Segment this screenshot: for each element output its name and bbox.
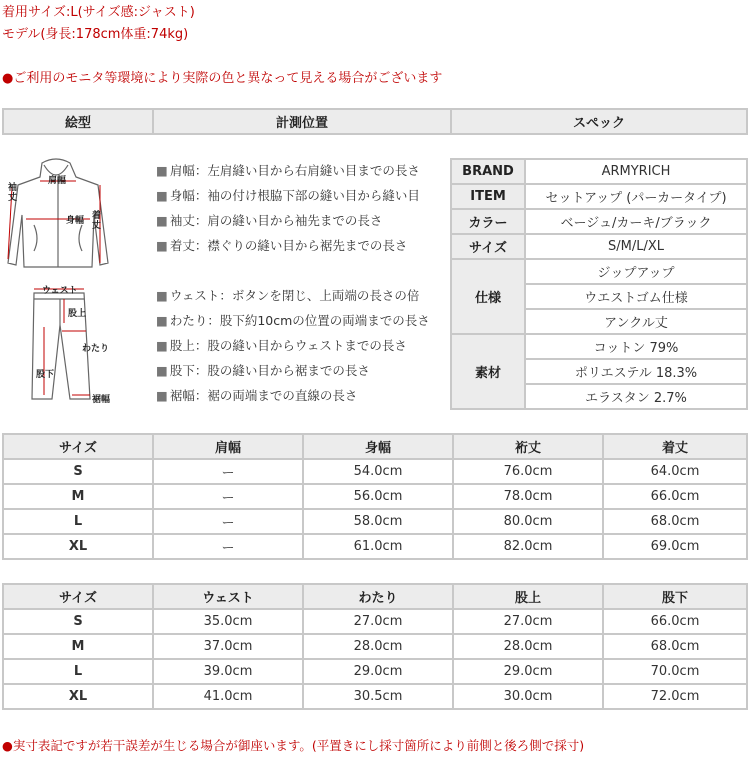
table-row — [3, 634, 747, 659]
spec-value-item: セットアップ (パーカータイプ) — [525, 184, 747, 209]
table-cell: 41.0cm — [153, 684, 303, 709]
section-header — [2, 108, 748, 135]
measurement-item: ■ ウェスト：ボタンを閉じ、上両端の長さの倍 — [156, 288, 420, 303]
diagram-label-inseam: 股下 — [36, 370, 55, 380]
table-row — [3, 684, 747, 709]
bottom-table-header: わたり — [303, 584, 453, 609]
table-cell: 58.0cm — [303, 509, 453, 534]
measurement-item: ■ 身幅：袖の付け根脇下部の縫い目から縫い目 — [156, 188, 420, 203]
table-cell: ー — [153, 534, 303, 559]
spec-label-material: 素材 — [451, 334, 525, 409]
table-cell: 66.0cm — [603, 484, 747, 509]
header-measure-position: 計測位置 — [153, 109, 451, 134]
spec-value-material: エラスタン 2.7% — [525, 384, 747, 409]
table-cell: 78.0cm — [453, 484, 603, 509]
table-row — [3, 459, 747, 484]
model-info-text: モデル(身長:178cm体重:74kg) — [2, 27, 189, 42]
table-cell: 68.0cm — [603, 509, 747, 534]
spec-table — [450, 158, 748, 410]
size-cell: XL — [3, 534, 153, 559]
garment-illustration — [4, 155, 122, 405]
table-cell: 35.0cm — [153, 609, 303, 634]
spec-value-material: ポリエステル 18.3% — [525, 359, 747, 384]
spec-value-feature: ジップアップ — [525, 259, 747, 284]
table-cell: 28.0cm — [303, 634, 453, 659]
diagram-label-length: 着丈 — [92, 211, 102, 231]
spec-label-color: カラー — [451, 209, 525, 234]
table-cell: 54.0cm — [303, 459, 453, 484]
garment-diagram — [4, 155, 122, 405]
spec-label-size: サイズ — [451, 234, 525, 259]
table-cell: 27.0cm — [303, 609, 453, 634]
size-cell: S — [3, 609, 153, 634]
spec-label-feature: 仕様 — [451, 259, 525, 334]
table-cell: 66.0cm — [603, 609, 747, 634]
table-cell: ー — [153, 509, 303, 534]
spec-label-item: ITEM — [451, 184, 525, 209]
size-cell: S — [3, 459, 153, 484]
measurement-item: ■ わたり：股下約10cmの位置の両端までの長さ — [156, 313, 430, 328]
table-cell: 80.0cm — [453, 509, 603, 534]
header-illustration: 絵型 — [3, 109, 153, 134]
table-cell: 68.0cm — [603, 634, 747, 659]
measurement-item: ■ 着丈：襟ぐりの縫い目から裾先までの長さ — [156, 238, 408, 253]
spec-value-color: ベージュ/カーキ/ブラック — [525, 209, 747, 234]
size-cell: XL — [3, 684, 153, 709]
table-cell: 76.0cm — [453, 459, 603, 484]
table-cell: 72.0cm — [603, 684, 747, 709]
table-cell: ー — [153, 459, 303, 484]
measurement-item: ■ 股上：股の縫い目からウェストまでの長さ — [156, 338, 407, 353]
spec-value-brand: ARMYRICH — [525, 159, 747, 184]
table-cell: 27.0cm — [453, 609, 603, 634]
table-cell: 69.0cm — [603, 534, 747, 559]
table-cell: 82.0cm — [453, 534, 603, 559]
diagram-label-rise: 股上 — [68, 309, 87, 319]
measurement-list — [156, 158, 430, 408]
measurement-item: ■ 裾幅：裾の両端までの直線の長さ — [156, 388, 358, 403]
bottom-table-header: 股下 — [603, 584, 747, 609]
spec-value-feature: アンクル丈 — [525, 309, 747, 334]
table-cell: 29.0cm — [303, 659, 453, 684]
table-row — [3, 609, 747, 634]
top-table-header: 肩幅 — [153, 434, 303, 459]
size-cell: M — [3, 484, 153, 509]
size-cell: M — [3, 634, 153, 659]
color-notice-text: ●ご利用のモニタ等環境により実際の色と異なって見える場合がございます — [2, 71, 443, 86]
spec-label-brand: BRAND — [451, 159, 525, 184]
table-cell: 29.0cm — [453, 659, 603, 684]
table-cell: 37.0cm — [153, 634, 303, 659]
table-cell: 30.5cm — [303, 684, 453, 709]
top-table-header: 身幅 — [303, 434, 453, 459]
table-row — [3, 659, 747, 684]
spec-value-size: S/M/L/XL — [525, 234, 747, 259]
table-cell: 39.0cm — [153, 659, 303, 684]
size-cell: L — [3, 509, 153, 534]
table-cell: 56.0cm — [303, 484, 453, 509]
spec-value-material: コットン 79% — [525, 334, 747, 359]
spec-value-feature: ウエストゴム仕様 — [525, 284, 747, 309]
footer-notice-text: ●実寸表記ですが若干誤差が生じる場合が御座います。(平置きにし採寸箇所により前側と後ろ側で採寸) — [2, 738, 585, 753]
table-row — [3, 484, 747, 509]
diagram-label-body: 身幅 — [66, 216, 85, 226]
header-spec: スペック — [451, 109, 747, 134]
top-table-header: 裄丈 — [453, 434, 603, 459]
measurement-item: ■ 肩幅：左肩縫い目から右肩縫い目までの長さ — [156, 163, 420, 178]
bottom-table-header: サイズ — [3, 584, 153, 609]
bottom-table-header: 股上 — [453, 584, 603, 609]
top-table-header: サイズ — [3, 434, 153, 459]
diagram-label-shoulder: 肩幅 — [48, 176, 67, 186]
diagram-label-waist: ウェスト — [42, 286, 78, 296]
table-cell: 61.0cm — [303, 534, 453, 559]
size-worn-text: 着用サイズ:L(サイズ感:ジャスト) — [2, 5, 195, 20]
diagram-label-hem: 裾幅 — [92, 395, 111, 405]
top-size-table — [2, 433, 748, 560]
table-row — [3, 534, 747, 559]
top-table-header: 着丈 — [603, 434, 747, 459]
table-cell: 64.0cm — [603, 459, 747, 484]
table-cell: 28.0cm — [453, 634, 603, 659]
table-row — [3, 509, 747, 534]
measurement-item: ■ 袖丈：肩の縫い目から袖先までの長さ — [156, 213, 383, 228]
table-cell: ー — [153, 484, 303, 509]
bottom-size-table — [2, 583, 748, 710]
table-cell: 70.0cm — [603, 659, 747, 684]
bottom-table-header: ウェスト — [153, 584, 303, 609]
diagram-label-thigh: わたり — [82, 344, 110, 354]
measurement-item: ■ 股下：股の縫い目から裾までの長さ — [156, 363, 370, 378]
size-cell: L — [3, 659, 153, 684]
table-cell: 30.0cm — [453, 684, 603, 709]
diagram-label-sleeve: 袖丈 — [8, 183, 18, 203]
